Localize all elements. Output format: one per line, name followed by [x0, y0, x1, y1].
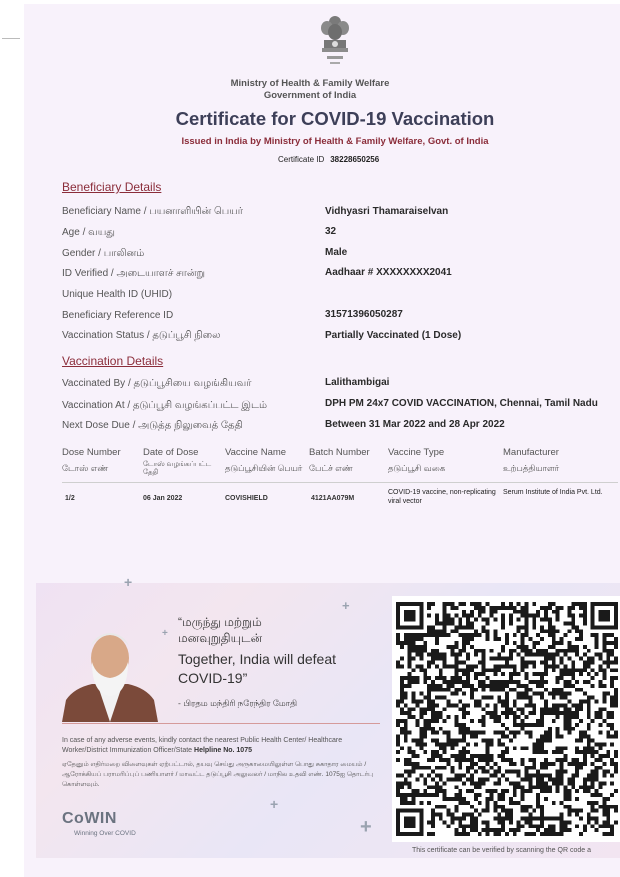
vaccination-at-label: Vaccination At / தடுப்பூசி வழங்கப்பட்ட இடம்: [62, 400, 267, 411]
government-name: Government of India: [263, 90, 357, 101]
decorative-plus-icon: +: [162, 628, 168, 639]
batch-number-cell: 4121AA079M: [311, 495, 355, 502]
dose-number-cell: 1/2: [65, 495, 75, 502]
vaccination-status-value: Partially Vaccinated (1 Dose): [325, 330, 462, 341]
gender-value: Male: [325, 247, 348, 258]
decorative-plus-icon: +: [360, 816, 372, 838]
quote-english-line-1: Together, India will defeat: [178, 651, 336, 667]
beneficiary-details-heading: Beneficiary Details: [62, 180, 162, 194]
quote-english-line-2: COVID-19”: [178, 670, 248, 686]
manufacturer-cell: Serum Institute of India Pvt. Ltd.: [503, 489, 603, 496]
cowin-logo: CoWIN: [62, 810, 117, 827]
certificate-id-value: 38228650256: [330, 155, 380, 164]
vaccinated-by-label: Vaccinated By / தடுப்பூசியை வழங்கியவர்: [62, 378, 252, 389]
col-date-header-ta: டோஸ் வழங்கப்பட்ட தேதி: [143, 461, 212, 476]
quote-tamil-line-2: மனவுறுதியுடன்: [178, 631, 263, 645]
id-verified-value: Aadhaar # XXXXXXXX2041: [325, 267, 452, 278]
certificate-id: [278, 155, 379, 164]
next-dose-value: Between 31 Mar 2022 and 28 Apr 2022: [325, 419, 505, 430]
adverse-events-notice-tamil: ஏதேனும் எதிர்மறை விளைவுகள் ஏற்பட்டால், தயவு செய்து அருகாமையிலுள்ள பொது சுகாதார மையம் / ஆரோக்கியப் பராமரிப்புப் பணியாளர் / மாவட்ட தடுப்பூசி அலுவலர் / மாநில உதவி எண். 1075ஐ தொடர்பு கொள்ளவும்.: [62, 761, 373, 788]
col-vaccine-name-header: Vaccine Name: [225, 447, 287, 458]
ashoka-emblem-icon: [318, 14, 352, 70]
cowin-tagline: Winning Over COVID: [74, 830, 136, 837]
qr-code-icon[interactable]: [396, 602, 618, 836]
gender-label: Gender / பாலினம்: [62, 248, 145, 259]
adverse-events-notice: [62, 736, 382, 756]
col-date-header: Date of Dose: [143, 447, 199, 458]
scan-edge-mark: [2, 38, 20, 39]
vaccination-at-value: DPH PM 24x7 COVID VACCINATION, Chennai, Tamil Nadu: [325, 398, 598, 409]
id-verified-label: ID Verified / அடையாளச் சான்று: [62, 268, 205, 279]
age-value: 32: [325, 226, 337, 237]
reference-id-value: 31571396050287: [325, 309, 403, 320]
certificate-id-label: Certificate ID: [278, 155, 325, 164]
col-manufacturer-header-ta: உற்பத்தியாளர்: [503, 463, 560, 473]
vaccine-type-cell: COVID-19 vaccine, non-replicating viral vector: [388, 489, 496, 505]
col-dose-number-header: Dose Number: [62, 447, 121, 458]
reference-id-label: Beneficiary Reference ID: [62, 310, 174, 321]
col-vaccine-type-header-ta: தடுப்பூசி வகை: [388, 463, 446, 473]
col-dose-number-header-ta: டோஸ் எண்: [62, 463, 109, 473]
vaccine-name-cell: COVISHIELD: [225, 495, 268, 502]
col-vaccine-name-header-ta: தடுப்பூசியின் பெயர்: [225, 463, 303, 473]
page-title: Certificate for COVID-19 Vaccination: [175, 108, 495, 129]
issued-by: Issued in India by Ministry of Health & Family Welfare, Govt. of India: [181, 136, 489, 147]
beneficiary-name-value: Vidhyasri Thamaraiselvan: [325, 206, 449, 217]
next-dose-label: Next Dose Due / அடுத்த நிலுவைத் தேதி: [62, 420, 243, 431]
uhid-label: Unique Health ID (UHID): [62, 289, 173, 300]
banner-divider: [62, 723, 380, 724]
col-manufacturer-header: Manufacturer: [503, 447, 559, 458]
dose-date-cell: 06 Jan 2022: [143, 495, 183, 502]
table-divider: [62, 482, 618, 483]
decorative-plus-icon: +: [270, 796, 279, 812]
adverse-events-text: In case of any adverse events, kindly contact the nearest Public Health Center/ Healthcare Worker/District Immunization Officer/State: [62, 737, 343, 754]
quote-attribution: - பிரதம மந்திரி நரேந்திர மோதி: [178, 698, 298, 708]
beneficiary-name-label: Beneficiary Name / பயனாளியின் பெயர்: [62, 206, 244, 217]
decorative-plus-icon: +: [342, 598, 350, 613]
col-batch-header: Batch Number: [309, 447, 370, 458]
quote-tamil-line-1: “மருந்து மற்றும்: [178, 615, 262, 629]
vaccination-status-label: Vaccination Status / தடுப்பூசி நிலை: [62, 330, 221, 341]
vaccinated-by-value: Lalithambigai: [325, 377, 390, 388]
ministry-name: Ministry of Health & Family Welfare: [230, 78, 390, 89]
col-vaccine-type-header: Vaccine Type: [388, 447, 445, 458]
qr-verification-note: This certificate can be verified by scanning the QR code a: [412, 847, 591, 854]
helpline-number: Helpline No. 1075: [194, 747, 252, 754]
decorative-plus-icon: +: [124, 574, 133, 590]
age-label: Age / வயது: [62, 227, 115, 238]
vaccination-details-heading: Vaccination Details: [62, 354, 164, 368]
col-batch-header-ta: பேட்ச் எண்: [309, 463, 353, 473]
prime-minister-portrait-icon: [62, 624, 158, 722]
